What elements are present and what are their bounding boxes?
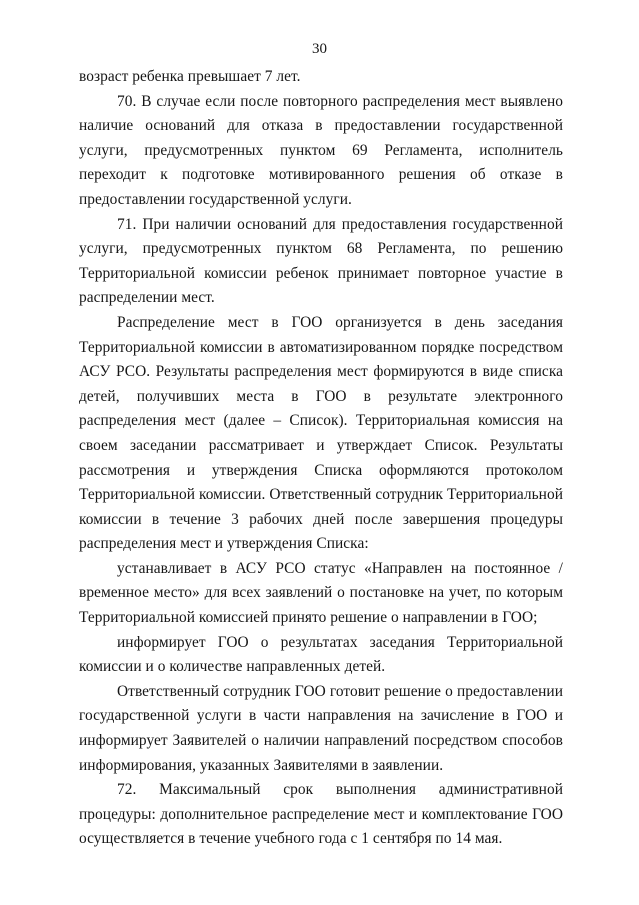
paragraph-item-70: 70. В случае если после повторного распределения мест выявлено наличие оснований для отказа в предоставлении государственной услуги, предусмотренных пунктом 69 Регламента, исполнитель переходит к подготовке мотивированного решения об отказе в предоставлении государственной услуги. — [79, 92, 563, 208]
paragraph-inform-goo: информирует ГОО о результатах заседания Территориальной комиссии и о количестве направленных детей. — [79, 633, 563, 676]
paragraph-distribution: Распределение мест в ГОО организуется в день заседания Территориальной комиссии в автоматизированном порядке посредством АСУ РСО. Результаты распределения мест формируются в виде списка детей, получивших места в ГОО в результате электронного распределения мест (далее – Список). Территориальная комиссия на своем заседании рассматривает и утверждает Список. Результаты рассмотрения и утверждения Списка оформляются протоколом Территориальной комиссии. Ответственный сотрудник Территориальной комиссии в течение 3 рабочих дней после завершения процедуры распределения мест и утверждения Списка: — [79, 313, 563, 553]
paragraph-set-status: устанавливает в АСУ РСО статус «Направлен на постоянное / временное место» для всех заявлений о постановке на учет, по которым Территориальной комиссией принято решение о направлении в ГОО; — [79, 559, 563, 627]
document-body — [79, 65, 563, 852]
paragraph-continuation: возраст ребенка превышает 7 лет. — [79, 68, 301, 85]
paragraph-item-72: 72. Максимальный срок выполнения административной процедуры: дополнительное распределение мест и комплектование ГОО осуществляется в течение учебного года с 1 сентября по 14 мая. — [79, 781, 563, 848]
page-number: 30 — [312, 41, 327, 57]
paragraph-goo-decision: Ответственный сотрудник ГОО готовит решение о предоставлении государственной услуги в части направления на зачисление в ГОО и информирует Заявителей о наличии направлений посредством способов информирования, указанных Заявителями в заявлении. — [79, 682, 563, 774]
paragraph-item-71: 71. При наличии оснований для предоставления государственной услуги, предусмотренных пунктом 68 Регламента, по решению Территориальной комиссии ребенок принимает повторное участие в распределении мест. — [79, 215, 563, 307]
